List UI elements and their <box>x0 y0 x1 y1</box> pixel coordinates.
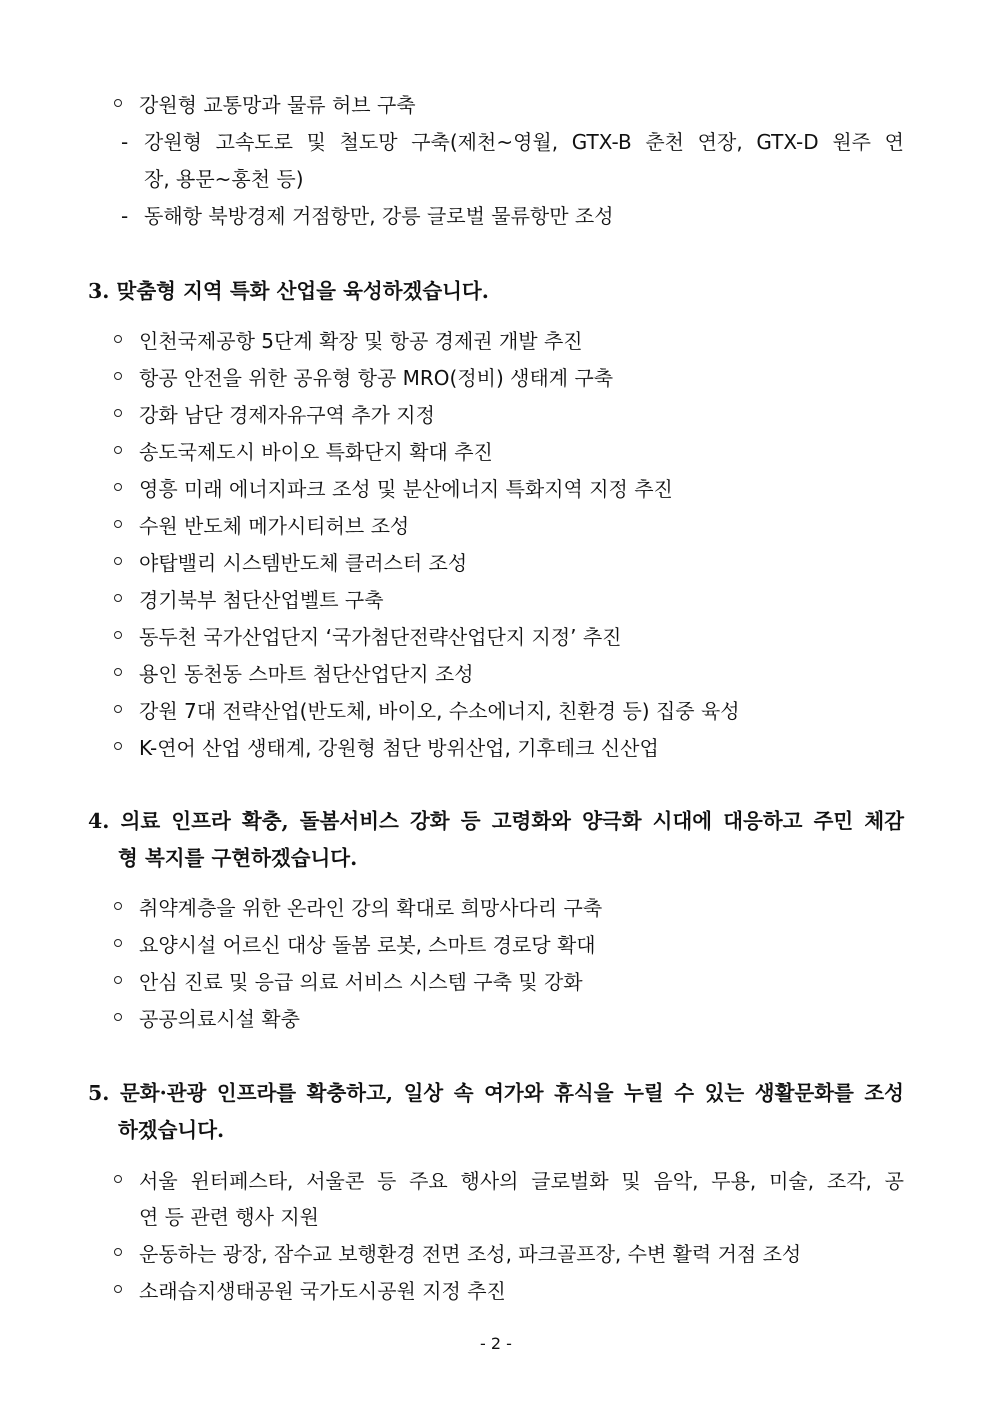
bullet-text: 동두천 국가산업단지 ‘국가첨단전략산업단지 지정’ 추진 <box>139 625 622 649</box>
bullet-text: 강원형 교통망과 물류 허브 구축 <box>139 93 416 117</box>
circle-bullet-icon <box>114 705 122 713</box>
circle-bullet-icon <box>114 99 122 107</box>
bullet-text: K-연어 산업 생태계, 강원형 첨단 방위산업, 기후테크 신산업 <box>139 736 659 760</box>
circle-bullet-icon <box>114 976 122 984</box>
dash-bullet-icon: - <box>121 130 129 154</box>
circle-bullet-icon <box>114 939 122 947</box>
bullet-text: 강원 7대 전략산업(반도체, 바이오, 수소에너지, 친환경 등) 집중 육성 <box>139 699 740 723</box>
bullet-text: 인천국제공항 5단계 확장 및 항공 경제권 개발 추진 <box>139 329 583 353</box>
circle-bullet-icon <box>114 1175 122 1183</box>
bullet-text: 수원 반도체 메가시티허브 조성 <box>139 514 410 538</box>
circle-bullet-icon <box>114 668 122 676</box>
section-heading-line1: 5. 문화·관광 인프라를 확충하고, 일상 속 여가와 휴식을 누릴 수 있는 생활문화를 조성 <box>88 1081 904 1105</box>
bullet-text: 영흥 미래 에너지파크 조성 및 분산에너지 특화지역 지정 추진 <box>139 477 673 501</box>
circle-bullet-icon <box>114 335 122 343</box>
section-heading-line2: 형 복지를 구현하겠습니다. <box>118 846 358 870</box>
bullet-text-line2: 연 등 관련 행사 지원 <box>139 1205 319 1229</box>
circle-bullet-icon <box>114 742 122 750</box>
circle-bullet-icon <box>114 1013 122 1021</box>
circle-bullet-icon <box>114 520 122 528</box>
sub-item-text: 동해항 북방경제 거점항만, 강릉 글로벌 물류항만 조성 <box>144 204 614 228</box>
circle-bullet-icon <box>114 1248 122 1256</box>
section-heading-line2: 하겠습니다. <box>118 1118 225 1142</box>
circle-bullet-icon <box>114 446 122 454</box>
bullet-text: 취약계층을 위한 온라인 강의 확대로 희망사다리 구축 <box>139 896 603 920</box>
dash-bullet-icon: - <box>121 204 129 228</box>
bullet-text: 소래습지생태공원 국가도시공원 지정 추진 <box>139 1279 506 1303</box>
bullet-text: 경기북부 첨단산업벨트 구축 <box>139 588 384 612</box>
circle-bullet-icon <box>114 1285 122 1293</box>
circle-bullet-icon <box>114 902 122 910</box>
page-number: - 2 - <box>480 1334 512 1353</box>
bullet-text: 용인 동천동 스마트 첨단산업단지 조성 <box>139 662 474 686</box>
bullet-text-line1: 서울 윈터페스타, 서울콘 등 주요 행사의 글로벌화 및 음악, 무용, 미술, 조각, 공 <box>139 1169 904 1193</box>
circle-bullet-icon <box>114 372 122 380</box>
circle-bullet-icon <box>114 557 122 565</box>
circle-bullet-icon <box>114 594 122 602</box>
bullet-text: 강화 남단 경제자유구역 추가 지정 <box>139 403 435 427</box>
sub-item-text-line1: 강원형 고속도로 및 철도망 구축(제천~영월, GTX-B 춘천 연장, GTX-D 원주 연 <box>144 130 904 154</box>
bullet-text: 송도국제도시 바이오 특화단지 확대 추진 <box>139 440 493 464</box>
bullet-text: 야탑밸리 시스템반도체 클러스터 조성 <box>139 551 468 575</box>
section-heading-line1: 4. 의료 인프라 확충, 돌봄서비스 강화 등 고령화와 양극화 시대에 대응하고 주민 체감 <box>88 809 904 833</box>
circle-bullet-icon <box>114 483 122 491</box>
bullet-text: 운동하는 광장, 잠수교 보행환경 전면 조성, 파크골프장, 수변 활력 거점 조성 <box>139 1242 802 1266</box>
sub-item-text-line2: 장, 용문~홍천 등) <box>144 167 304 191</box>
bullet-text: 공공의료시설 확충 <box>139 1007 300 1031</box>
bullet-text: 요양시설 어르신 대상 돌봄 로봇, 스마트 경로당 확대 <box>139 933 596 957</box>
section-heading-text: 3. 맞춤형 지역 특화 산업을 육성하겠습니다. <box>88 279 489 303</box>
bullet-text: 항공 안전을 위한 공유형 항공 MRO(정비) 생태계 구축 <box>139 366 614 390</box>
circle-bullet-icon <box>114 409 122 417</box>
bullet-text: 안심 진료 및 응급 의료 서비스 시스템 구축 및 강화 <box>139 970 583 994</box>
circle-bullet-icon <box>114 631 122 639</box>
